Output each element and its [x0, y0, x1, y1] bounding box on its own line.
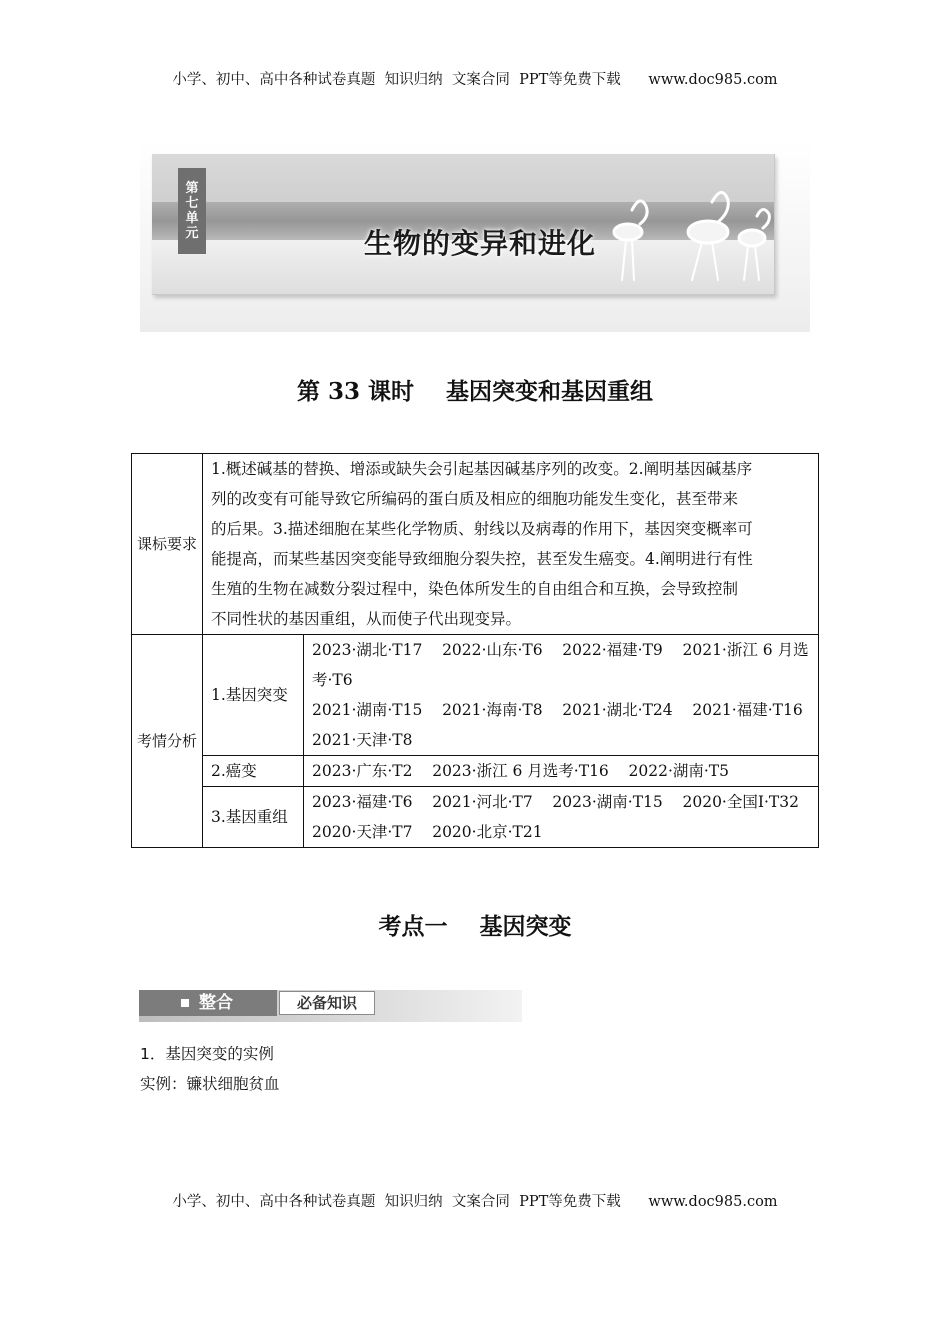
requirements-line: 不同性状的基因重组，从而使子代出现变异。: [211, 610, 522, 628]
page-header: 小学、初中、高中各种试卷真题 知识归纳 文案合同 PPT等免费下载 www.doc985.com: [172, 72, 778, 88]
analysis-row: [132, 635, 819, 756]
requirements-row: [132, 454, 819, 635]
page-footer: 小学、初中、高中各种试卷真题 知识归纳 文案合同 PPT等免费下载 www.doc985.com: [172, 1194, 778, 1210]
exam-line: 2021·天津·T8: [312, 731, 413, 749]
requirements-text: [203, 454, 819, 635]
square-bullet-icon: [181, 999, 189, 1007]
banner-photo-frame: [152, 154, 775, 295]
curriculum-table: [131, 453, 819, 848]
banner-title: 生物的变异和进化: [364, 227, 597, 260]
unit-banner: [140, 140, 810, 332]
analysis-label: 考情分析: [132, 635, 203, 848]
exam-line: 2023·广东·T2 2023·浙江 6 月选考·T16 2022·湖南·T5: [312, 762, 729, 780]
requirements-line: 1.概述碱基的替换、增添或缺失会引起基因碱基序列的改变。2.阐明基因碱基序: [211, 460, 753, 478]
exam-line: 2023·湖北·T17 2022·山东·T6 2022·福建·T9 2021·浙江 6 月选: [312, 641, 809, 659]
exam-line: 2023·福建·T6 2021·河北·T7 2023·湖南·T15 2020·全国Ⅰ·T32: [312, 793, 799, 811]
flamingo-illustration: [592, 180, 775, 290]
requirements-line: 列的改变有可能导致它所编码的蛋白质及相应的细胞功能发生变化，甚至带来: [211, 490, 739, 508]
lesson-title: 第 33 课时 基因突变和基因重组: [296, 378, 654, 405]
content-text: 实例：镰状细胞贫血: [140, 1075, 280, 1093]
analysis-row: [132, 787, 819, 848]
requirements-label: 课标要求: [132, 454, 203, 635]
unit-label: 第七单元: [178, 168, 206, 254]
analysis-topic: 3.基因重组: [203, 787, 304, 848]
section-bar-dark: [139, 990, 277, 1016]
analysis-row: [132, 756, 819, 787]
analysis-exams: [304, 635, 819, 756]
section-bar-light-label: 必备知识: [279, 991, 375, 1015]
analysis-topic: 1.基因突变: [203, 635, 304, 756]
requirements-line: 的后果。3.描述细胞在某些化学物质、射线以及病毒的作用下，基因突变概率可: [211, 520, 753, 538]
analysis-exams: [304, 756, 819, 787]
exam-line: 2020·天津·T7 2020·北京·T21: [312, 823, 543, 841]
section-title: 考点一 基因突变: [378, 914, 572, 940]
content-heading: 1．基因突变的实例: [140, 1045, 274, 1063]
section-bar-dark-label: 整合: [199, 993, 233, 1013]
exam-line: 考·T6: [312, 671, 353, 689]
analysis-topic: 2.癌变: [203, 756, 304, 787]
analysis-exams: [304, 787, 819, 848]
section-bar: [139, 990, 522, 1022]
exam-line: 2021·湖南·T15 2021·海南·T8 2021·湖北·T24 2021·福建·T16: [312, 701, 803, 719]
requirements-line: 能提高，而某些基因突变能导致细胞分裂失控，甚至发生癌变。4.阐明进行有性: [211, 550, 753, 568]
requirements-line: 生殖的生物在减数分裂过程中，染色体所发生的自由组合和互换，会导致控制: [211, 580, 739, 598]
